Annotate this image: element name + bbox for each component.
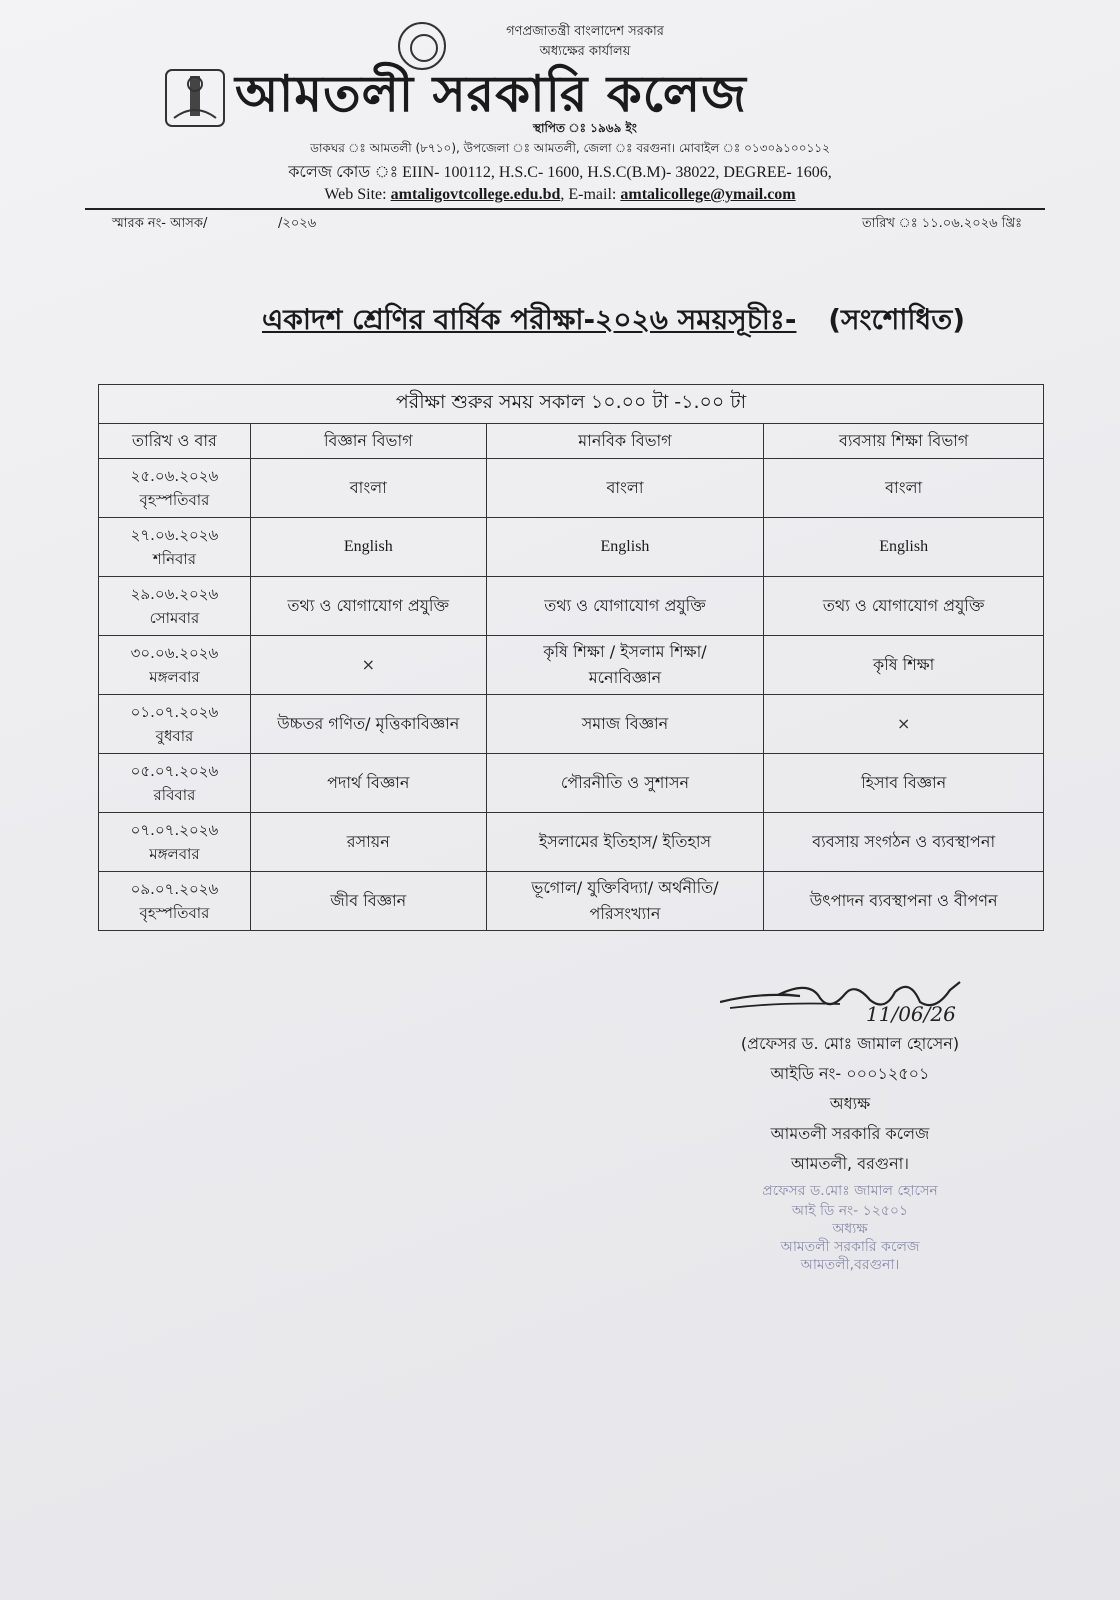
gov-line-1: গণপ্রজাতন্ত্রী বাংলাদেশ সরকার bbox=[506, 24, 664, 39]
gov-line-2: অধ্যক্ষের কার্যালয় bbox=[539, 44, 631, 59]
business-cell: তথ্য ও যোগাযোগ প্রযুক্তি bbox=[764, 577, 1044, 636]
science-cell: English bbox=[250, 518, 486, 577]
humanities-cell: সমাজ বিজ্ঞান bbox=[486, 695, 764, 754]
exam-date: ২৫.০৬.২০২৬ bbox=[130, 467, 219, 485]
stamp-line: আই ডি নং- ১২৫০১ bbox=[791, 1203, 909, 1219]
exam-date: ০১.০৭.২০২৬ bbox=[130, 703, 219, 721]
humanities-line-1: কৃষি শিক্ষা / ইসলাম শিক্ষা/ bbox=[543, 642, 707, 661]
science-cell: জীব বিজ্ঞান bbox=[250, 872, 486, 931]
exam-date: ২৭.০৬.২০২৬ bbox=[130, 526, 219, 544]
title-revised: (সংশোধিত) bbox=[828, 303, 965, 336]
header-divider bbox=[85, 208, 1045, 210]
college-codes: কলেজ কোড ঃ EIIN- 100112, H.S.C- 1600, H.S.C(B.M)- 38022, DEGREE- 1606, bbox=[288, 164, 832, 181]
exam-day: বুধবার bbox=[155, 727, 194, 745]
header-date: তারিখ ও বার bbox=[99, 424, 251, 459]
notice-date: তারিখ ঃ ১১.০৬.২০২৬ খ্রিঃ bbox=[862, 216, 1023, 231]
date-cell bbox=[99, 636, 251, 695]
business-cell: English bbox=[764, 518, 1044, 577]
exam-day: বৃহস্পতিবার bbox=[139, 491, 210, 509]
humanities-cell: ইসলামের ইতিহাস/ ইতিহাস bbox=[486, 813, 764, 872]
date-cell bbox=[99, 518, 251, 577]
table-row bbox=[99, 636, 1044, 695]
exam-day: বৃহস্পতিবার bbox=[139, 904, 210, 922]
website-link[interactable]: amtaligovtcollege.edu.bd bbox=[390, 186, 561, 203]
date-cell bbox=[99, 577, 251, 636]
business-cell: হিসাব বিজ্ঞান bbox=[764, 754, 1044, 813]
college-logo-icon bbox=[160, 62, 230, 134]
humanities-cell: তথ্য ও যোগাযোগ প্রযুক্তি bbox=[486, 577, 764, 636]
humanities-line-1: ভূগোল/ যুক্তিবিদ্যা/ অর্থনীতি/ bbox=[531, 878, 719, 897]
table-row bbox=[99, 754, 1044, 813]
business-cell: কৃষি শিক্ষা bbox=[764, 636, 1044, 695]
exam-schedule-table bbox=[98, 384, 1044, 931]
email-link[interactable]: amtalicollege@ymail.com bbox=[620, 186, 796, 203]
table-header-row bbox=[99, 424, 1044, 459]
science-cell: পদার্থ বিজ্ঞান bbox=[250, 754, 486, 813]
exam-date: ০৯.০৭.২০২৬ bbox=[130, 880, 219, 898]
signatory-college: আমতলী সরকারি কলেজ bbox=[770, 1124, 930, 1143]
business-cell: ব্যবসায় সংগঠন ও ব্যবস্থাপনা bbox=[764, 813, 1044, 872]
stamp-line: অধ্যক্ষ bbox=[832, 1221, 868, 1237]
table-row bbox=[99, 577, 1044, 636]
signatory-designation: অধ্যক্ষ bbox=[829, 1094, 871, 1113]
email-label: , E-mail: bbox=[560, 186, 617, 203]
table-row bbox=[99, 813, 1044, 872]
business-cell: উৎপাদন ব্যবস্থাপনা ও বীপণন bbox=[764, 872, 1044, 931]
title-main: একাদশ শ্রেণির বার্ষিক পরীক্ষা-২০২৬ সময়সূচীঃ- bbox=[262, 303, 797, 336]
stamp-line: প্রফেসর ড.মোঃ জামাল হোসেন bbox=[762, 1183, 938, 1199]
humanities-cell bbox=[486, 636, 764, 695]
science-cell: রসায়ন bbox=[250, 813, 486, 872]
humanities-cell: পৌরনীতি ও সুশাসন bbox=[486, 754, 764, 813]
date-cell bbox=[99, 459, 251, 518]
date-cell bbox=[99, 872, 251, 931]
exam-day: মঙ্গলবার bbox=[149, 668, 200, 686]
established-year: স্থাপিত ঃ ১৯৬৯ ইং bbox=[533, 121, 637, 135]
memo-number: স্মারক নং- আসক/ bbox=[112, 216, 208, 231]
date-cell bbox=[99, 695, 251, 754]
humanities-cell: বাংলা bbox=[486, 459, 764, 518]
humanities-cell bbox=[486, 872, 764, 931]
exam-day: সোমবার bbox=[149, 609, 200, 627]
signatory-location: আমতলী, বরগুনা। bbox=[790, 1154, 910, 1173]
business-cell: বাংলা bbox=[764, 459, 1044, 518]
notice-title bbox=[262, 300, 965, 340]
no-exam-cross-icon: × bbox=[250, 636, 486, 695]
humanities-line-2: পরিসংখ্যান bbox=[589, 904, 661, 923]
science-cell: তথ্য ও যোগাযোগ প্রযুক্তি bbox=[250, 577, 486, 636]
signature-date: 11/06/26 bbox=[866, 1002, 956, 1026]
science-cell: বাংলা bbox=[250, 459, 486, 518]
date-cell bbox=[99, 813, 251, 872]
signatory-name: (প্রফেসর ড. মোঃ জামাল হোসেন) bbox=[740, 1034, 960, 1053]
college-name: আমতলী সরকারি কলেজ bbox=[235, 65, 747, 123]
memo-year: /২০২৬ bbox=[278, 216, 317, 231]
date-cell bbox=[99, 754, 251, 813]
government-heading bbox=[470, 22, 700, 62]
science-cell: উচ্চতর গণিত/ মৃত্তিকাবিজ্ঞান bbox=[250, 695, 486, 754]
header-humanities: মানবিক বিভাগ bbox=[486, 424, 764, 459]
table-row bbox=[99, 872, 1044, 931]
college-address: ডাকঘর ঃ আমতলী (৮৭১০), উপজেলা ঃ আমতলী, জেলা ঃ বরগুনা। মোবাইল ঃ ০১৩০৯১০০১১২ bbox=[310, 141, 830, 155]
exam-date: ০৫.০৭.২০২৬ bbox=[130, 762, 219, 780]
exam-time-note: পরীক্ষা শুরুর সময় সকাল ১০.০০ টা -১.০০ টা bbox=[99, 385, 1044, 424]
exam-date: ২৯.০৬.২০২৬ bbox=[130, 585, 219, 603]
exam-day: রবিবার bbox=[153, 786, 196, 804]
table-row bbox=[99, 459, 1044, 518]
stamp-line: আমতলী,বরগুনা। bbox=[800, 1257, 900, 1273]
exam-day: মঙ্গলবার bbox=[149, 845, 200, 863]
stamp-line: আমতলী সরকারি কলেজ bbox=[780, 1239, 920, 1255]
humanities-cell: English bbox=[486, 518, 764, 577]
no-exam-cross-icon: × bbox=[764, 695, 1044, 754]
web-email-line bbox=[220, 184, 900, 206]
exam-date: ০৭.০৭.২০২৬ bbox=[130, 821, 219, 839]
time-note-row bbox=[99, 385, 1044, 424]
exam-date: ৩০.০৬.২০২৬ bbox=[130, 644, 219, 662]
web-label: Web Site: bbox=[324, 186, 387, 203]
table-row bbox=[99, 695, 1044, 754]
signatory-id: আইডি নং- ০০০১২৫০১ bbox=[770, 1064, 930, 1083]
exam-day: শনিবার bbox=[152, 550, 196, 568]
header-business: ব্যবসায় শিক্ষা বিভাগ bbox=[764, 424, 1044, 459]
humanities-line-2: মনোবিজ্ঞান bbox=[588, 668, 662, 687]
table-row bbox=[99, 518, 1044, 577]
header-science: বিজ্ঞান বিভাগ bbox=[250, 424, 486, 459]
